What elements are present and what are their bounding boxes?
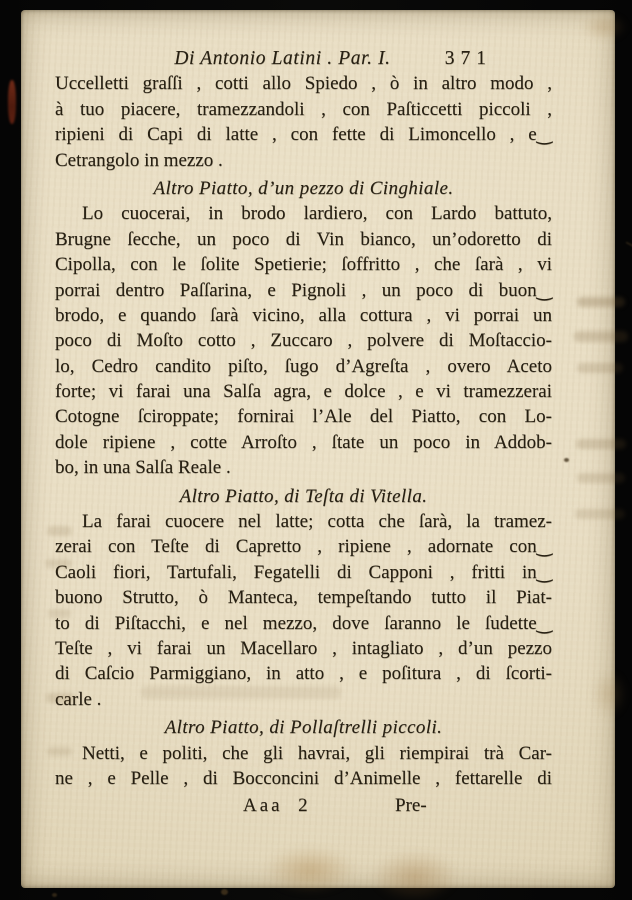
text-line: Netti, e politi, che gli havrai, gli riempirai trà Car-: [82, 742, 552, 764]
signature-mark: Aaa 2: [243, 795, 311, 817]
showthrough-smudge: [574, 331, 628, 342]
body-lines: [55, 71, 552, 791]
text-line: Brugne ſecche, un poco di Vin bianco, un’odoretto di: [55, 228, 552, 250]
catchword: Pre-: [395, 795, 427, 817]
text-line: forte; vi farai una Salſa agra, e dolce , e vi tramezzerai: [55, 381, 552, 403]
foxing-stain: [264, 846, 356, 894]
text-line: di Caſcio Parmiggiano, in atto , e poſitura , di ſcorti-: [55, 663, 552, 685]
text-line: Teſte , vi farai un Macellaro , intagliato , d’un pezzo: [55, 637, 552, 659]
running-header: [55, 46, 552, 71]
text-line: buono Strutto, ò Manteca, tempeſtando tutto il Piat-: [55, 587, 552, 609]
text-line: to di Piſtacchi, e nel mezzo, dove ſaranno le ſudette‿: [55, 612, 552, 634]
text-line: Caoli fiori, Tartufali, Fegatelli di Capponi , fritti in‿: [55, 561, 552, 583]
page-footer: [55, 793, 552, 818]
text-line: lo, Cedro candito piſto, ſugo d’Agreſta , overo Aceto: [55, 355, 552, 377]
showthrough-smudge: [577, 297, 625, 307]
text-line: ne , e Pelle , di Bocconcini d’Animelle , fettarelle di: [55, 767, 552, 789]
page-number: 371: [444, 48, 492, 69]
text-line: La farai cuocere nel latte; cotta che ſarà, la tramez-: [82, 511, 552, 533]
ink-speck: [52, 893, 57, 897]
text-line: Cetrangolo in mezzo .: [55, 149, 223, 171]
text-line: bo, in una Salſa Reale .: [55, 457, 231, 479]
text-line: poco di Moſto cotto , Zuccaro , polvere di Moſtaccio-: [55, 330, 552, 352]
showthrough-smudge: [577, 363, 623, 373]
section-heading: Altro Piatto, d’un pezzo di Cinghiale.: [153, 177, 454, 199]
text-line: carle .: [55, 688, 102, 710]
scratch-mark: [625, 241, 632, 250]
text-line: Cipolla, con le ſolite Spetierie; ſoffritto , che ſarà , vi: [55, 254, 552, 276]
section-heading: Altro Piatto, di Pollaſtrelli piccoli.: [164, 717, 443, 739]
text-line: dole ripiene , cotte Arroſto , ſtate un poco in Addob-: [55, 431, 552, 453]
text-line: Lo cuocerai, in brodo lardiero, con Lardo battuto,: [82, 203, 552, 225]
foxing-stain: [371, 850, 459, 900]
showthrough-smudge: [577, 473, 625, 483]
foxing-stain: [591, 670, 627, 718]
ink-speck: [564, 458, 569, 462]
text-line: zerai con Teſte di Capretto , ripiene , adornate con‿: [55, 536, 552, 558]
running-title: Di Antonio Latini . Par. I.: [174, 48, 391, 69]
text-line: porrai dentro Paſſarina, e Pignoli , un poco di buon‿: [55, 279, 552, 301]
text-line: Uccelletti graſſi , cotti allo Spiedo , ò in altro modo ,: [55, 73, 552, 95]
showthrough-smudge: [575, 509, 625, 519]
foxing-stain: [581, 14, 627, 40]
ink-speck: [221, 889, 228, 895]
showthrough-smudge: [576, 439, 626, 449]
text-line: Cotogne ſciroppate; fornirai l’Ale del Piatto, con Lo-: [55, 406, 552, 428]
book-page: [21, 10, 615, 888]
section-heading: Altro Piatto, di Teſta di Vitella.: [179, 485, 428, 507]
text-line: ripieni di Capi di latte , con fette di Limoncello , e‿: [55, 124, 552, 146]
text-line: à tuo piacere, tramezzandoli , con Paſticcetti piccoli ,: [55, 98, 552, 120]
text-block: [55, 46, 552, 819]
text-line: brodo, e quando ſarà vicino, alla cottura , vi porrai un: [55, 304, 552, 326]
edge-red-mark: [8, 80, 16, 124]
